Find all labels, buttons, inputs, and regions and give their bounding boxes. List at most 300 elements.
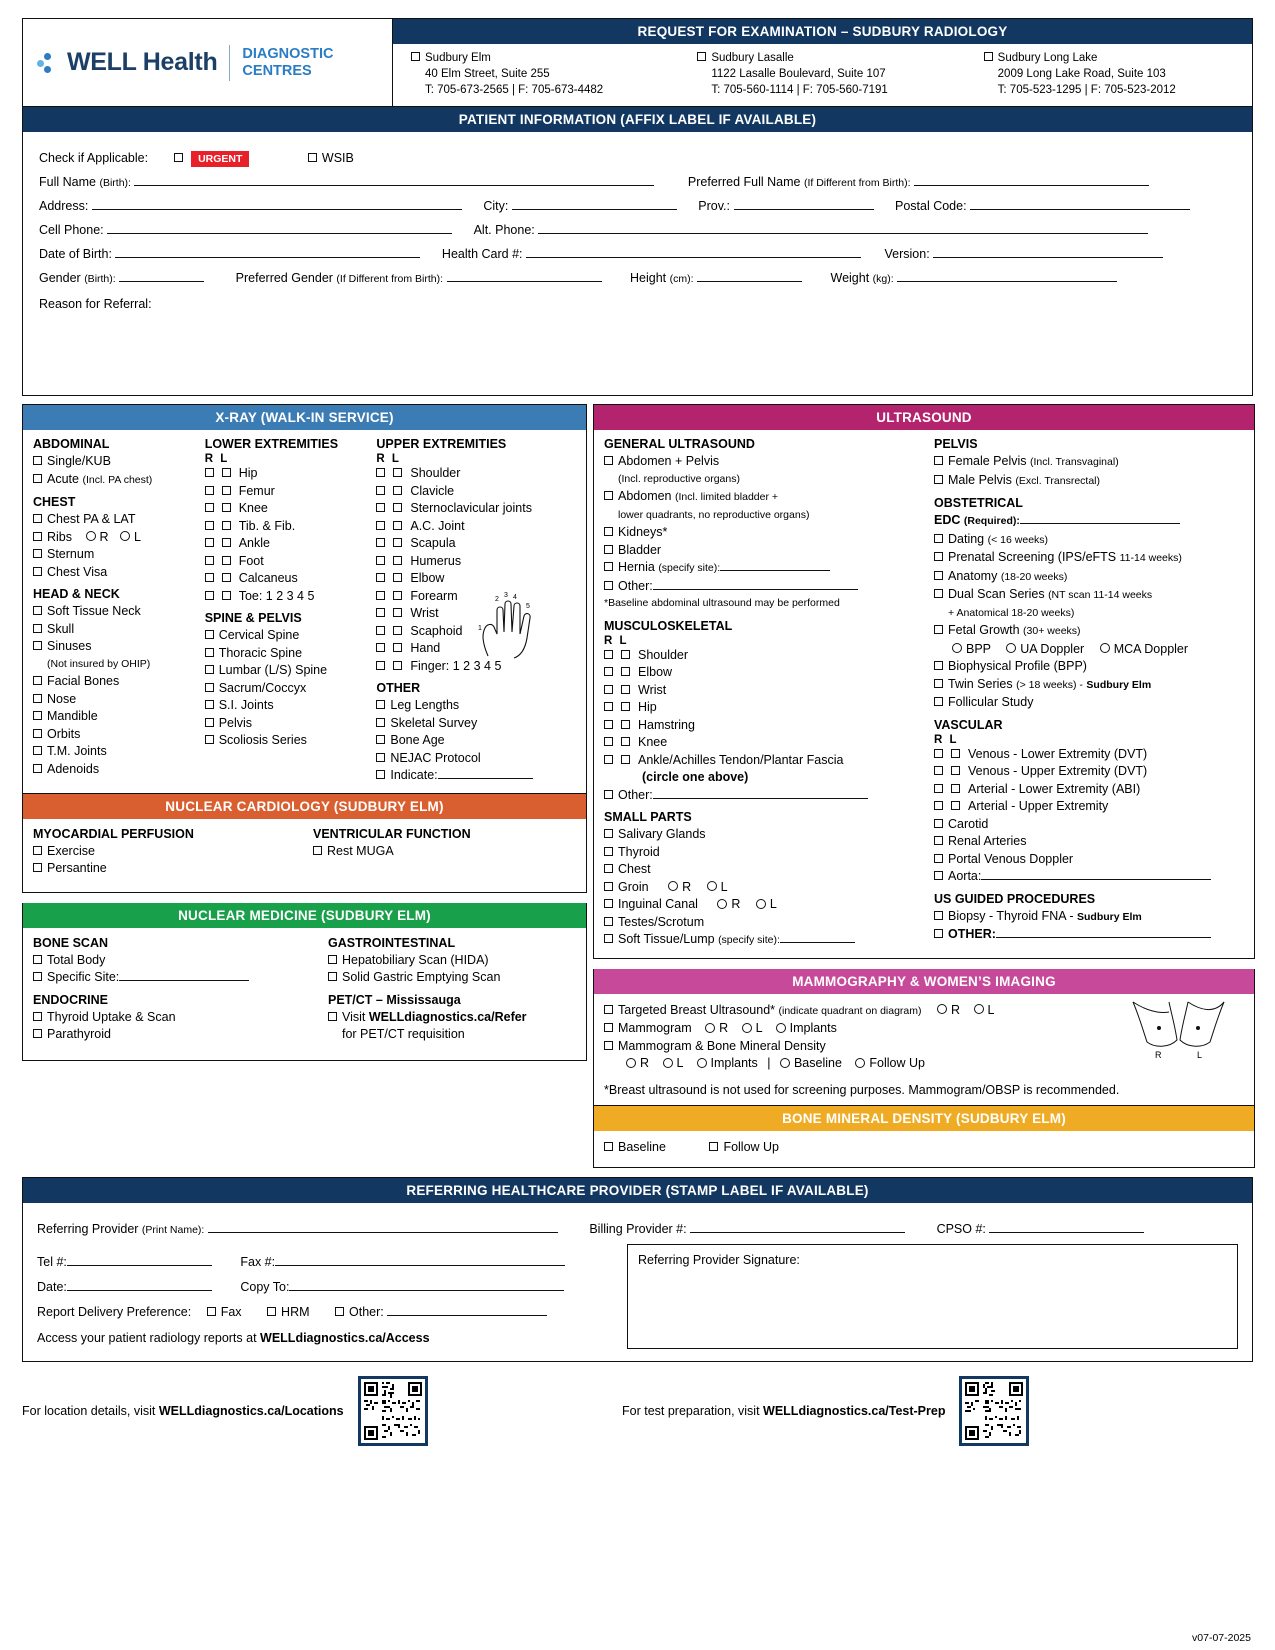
mammogram-radio-r[interactable]	[705, 1023, 715, 1033]
copy-to-input[interactable]	[289, 1279, 564, 1291]
reason-row: Reason for Referral:	[39, 297, 152, 311]
xray-item: Elbow	[376, 570, 570, 588]
location-item: Sudbury Long Lake 2009 Long Lake Road, Suite 103 T: 705-523-1295 | F: 705-523-2012	[966, 50, 1252, 98]
brand-name: WELL Health	[67, 48, 218, 76]
svg-text:R: R	[1155, 1049, 1162, 1060]
us-item: Testes/Scrotum	[604, 914, 924, 932]
us-checkbox-l[interactable]	[951, 801, 960, 810]
bmd-radio-r[interactable]	[626, 1058, 636, 1068]
ribs-radio-r[interactable]	[86, 531, 96, 541]
nm-checkbox[interactable]	[328, 1012, 337, 1021]
locations-qr-code[interactable]	[358, 1376, 428, 1446]
prov-input[interactable]	[734, 198, 874, 210]
location-item: Sudbury Lasalle 1122 Lasalle Boulevard, Suite 107 T: 705-560-1114 | F: 705-560-7191	[679, 50, 965, 98]
us-item: Ankle/Achilles Tendon/Plantar Fascia	[604, 752, 924, 770]
access-link[interactable]: WELLdiagnostics.ca/Access	[260, 1330, 430, 1345]
us-item: Biopsy - Thyroid FNA - Sudbury Elm	[934, 908, 1244, 927]
targeted-us-radio-r[interactable]	[937, 1004, 947, 1014]
xray-checkbox[interactable]	[376, 735, 385, 744]
xray-item: Leg Lengths	[376, 697, 570, 715]
aorta-input[interactable]	[981, 868, 1211, 880]
us-item: Elbow	[604, 664, 924, 682]
xray-checkbox-l[interactable]	[222, 521, 231, 530]
xray-checkbox[interactable]	[205, 630, 214, 639]
xray-item: Thoracic Spine	[205, 645, 371, 663]
mammo-item: Targeted Breast Ultrasound* (indicate quadrant on diagram) R L	[604, 1002, 1244, 1021]
us-item: Fetal Growth (30+ weeks)	[934, 622, 1244, 641]
applicable-row: Check if Applicable: URGENT WSIB	[39, 151, 354, 165]
us-item: Thyroid	[604, 844, 924, 862]
wsib-checkbox[interactable]	[308, 153, 317, 162]
urgent-checkbox[interactable]	[174, 153, 183, 162]
xray-checkbox-l[interactable]	[393, 573, 402, 582]
prep-footer-text: For test preparation, visit WELLdiagnostics.ca/Test-Prep	[622, 1403, 946, 1418]
bmd-radio-baseline[interactable]	[780, 1058, 790, 1068]
svg-text:5: 5	[526, 603, 530, 610]
provider-title: REFERRING HEALTHCARE PROVIDER (STAMP LABEL IF AVAILABLE)	[23, 1178, 1252, 1203]
us-other-input[interactable]	[996, 926, 1211, 938]
xray-checkbox[interactable]	[376, 718, 385, 727]
xray-checkbox[interactable]	[33, 456, 42, 465]
us-checkbox[interactable]	[604, 456, 613, 465]
xray-checkbox-l[interactable]	[393, 521, 402, 530]
xray-checkbox[interactable]	[376, 770, 385, 779]
us-item: Hamstring	[604, 717, 924, 735]
xray-checkbox-r[interactable]	[205, 538, 214, 547]
nm-item: Total Body	[33, 952, 328, 970]
us-checkbox[interactable]	[934, 819, 943, 828]
mammogram-radio-implants[interactable]	[776, 1023, 786, 1033]
us-checkbox[interactable]	[934, 661, 943, 670]
us-item: Inguinal Canal R L	[604, 896, 924, 914]
xray-checkbox[interactable]	[205, 718, 214, 727]
mammo-checkbox[interactable]	[604, 1005, 613, 1014]
xray-checkbox-r[interactable]	[205, 486, 214, 495]
xray-checkbox-r[interactable]	[205, 468, 214, 477]
date-copy-row: Date: Copy To:	[37, 1279, 617, 1294]
us-checkbox-l[interactable]	[621, 755, 630, 764]
us-checkbox[interactable]	[934, 552, 943, 561]
xray-item: Orbits	[33, 726, 199, 744]
us-checkbox[interactable]	[604, 491, 613, 500]
us-checkbox-l[interactable]	[621, 702, 630, 711]
xray-checkbox-l[interactable]	[393, 608, 402, 617]
height-input[interactable]	[697, 270, 802, 282]
delivery-checkbox-hrm[interactable]	[267, 1307, 276, 1316]
health-card-input[interactable]	[526, 246, 861, 258]
mammo-item: Mammogram R L Implants	[604, 1020, 1244, 1038]
xray-checkbox-r[interactable]	[205, 556, 214, 565]
version-input[interactable]	[933, 246, 1163, 258]
patient-section	[22, 107, 1253, 396]
us-checkbox-r[interactable]	[604, 755, 613, 764]
xray-checkbox-r[interactable]	[376, 626, 385, 635]
xray-checkbox[interactable]	[33, 549, 42, 558]
us-item: Hernia (specify site):	[604, 559, 924, 578]
svg-text:3: 3	[504, 592, 508, 599]
brand-logo	[23, 19, 393, 106]
xray-checkbox-l[interactable]	[222, 486, 231, 495]
us-checkbox-l[interactable]	[951, 784, 960, 793]
xray-checkbox[interactable]	[33, 474, 42, 483]
xray-col-abdominal: ABDOMINAL Single/KUB Acute (Incl. PA chest) CHEST Chest PA & LAT Ribs R L Sternum Chest Visa HEAD & NECK Soft Tissue Neck Skull Sinuses (Not insured by OHIP) Facial Bones Nose Mandible Orbits T.M. Joints Adenoids	[33, 437, 205, 785]
access-row: Access your patient radiology reports at WELLdiagnostics.ca/Access	[37, 1330, 430, 1345]
xray-item: Pelvis	[205, 715, 371, 733]
xray-checkbox-l[interactable]	[393, 556, 402, 565]
xray-checkbox[interactable]	[205, 735, 214, 744]
indicate-input[interactable]	[438, 767, 533, 779]
us-item: Arterial - Lower Extremity (ABI)	[934, 781, 1244, 799]
us-checkbox[interactable]	[934, 475, 943, 484]
us-checkbox[interactable]	[934, 534, 943, 543]
us-checkbox[interactable]	[934, 871, 943, 880]
xray-checkbox[interactable]	[33, 532, 42, 541]
xray-checkbox-l[interactable]	[393, 468, 402, 477]
date-input[interactable]	[67, 1279, 212, 1291]
xray-checkbox[interactable]	[205, 683, 214, 692]
us-checkbox[interactable]	[604, 934, 613, 943]
xray-checkbox-l[interactable]	[222, 468, 231, 477]
xray-checkbox-l[interactable]	[393, 661, 402, 670]
xray-checkbox-l[interactable]	[393, 503, 402, 512]
xray-checkbox-l[interactable]	[222, 591, 231, 600]
bmd-radio-implants[interactable]	[697, 1058, 707, 1068]
xray-item: Nose	[33, 691, 199, 709]
us-checkbox-l[interactable]	[951, 766, 960, 775]
urgent-badge: URGENT	[191, 151, 249, 167]
us-checkbox[interactable]	[604, 917, 613, 926]
xray-item: Scaphoid	[376, 623, 570, 641]
inguinal-radio-l[interactable]	[756, 899, 766, 909]
xray-checkbox[interactable]	[376, 753, 385, 762]
gender-input[interactable]	[119, 270, 204, 282]
signature-box[interactable]: Referring Provider Signature:	[627, 1244, 1238, 1349]
us-checkbox-r[interactable]	[604, 702, 613, 711]
xray-checkbox[interactable]	[33, 729, 42, 738]
xray-checkbox[interactable]	[33, 676, 42, 685]
nm-checkbox[interactable]	[328, 955, 337, 964]
ua-doppler-radio[interactable]	[1006, 643, 1016, 653]
location-checkbox-elm[interactable]	[411, 52, 420, 61]
us-checkbox-l[interactable]	[621, 720, 630, 729]
fax-input[interactable]	[275, 1254, 565, 1266]
targeted-us-radio-l[interactable]	[974, 1004, 984, 1014]
xray-checkbox-r[interactable]	[376, 643, 385, 652]
us-item: Chest	[604, 861, 924, 879]
us-item: Abdomen + Pelvis	[604, 453, 924, 471]
us-checkbox[interactable]	[604, 882, 613, 891]
xray-item: Clavicle	[376, 483, 570, 501]
xray-item: Cervical Spine	[205, 627, 371, 645]
xray-item: Soft Tissue Neck	[33, 603, 199, 621]
xray-item: Mandible	[33, 708, 199, 726]
hernia-site-input[interactable]	[720, 559, 830, 571]
xray-checkbox-r[interactable]	[376, 573, 385, 582]
xray-col-upper: UPPER EXTREMITIES R L Shoulder Clavicle Sternoclavicular joints A.C. Joint Scapula Humerus Elbow Forearm Wrist Scaphoid Hand Finger: 1 2 3 4 5 OTHER Leg Lengths Skeletal Survey Bone Age NEJAC Protocol Indicate:	[376, 437, 576, 785]
hand-diagram-icon	[466, 590, 556, 660]
xray-checkbox[interactable]	[33, 764, 42, 773]
mammo-checkbox[interactable]	[604, 1041, 613, 1050]
svg-text:4: 4	[513, 594, 517, 601]
delivery-other-input[interactable]	[387, 1304, 547, 1316]
us-checkbox[interactable]	[934, 625, 943, 634]
us-checkbox[interactable]	[604, 562, 613, 571]
xray-checkbox-r[interactable]	[376, 591, 385, 600]
us-checkbox[interactable]	[934, 589, 943, 598]
pet-link[interactable]: WELLdiagnostics.ca/Refer	[368, 1009, 527, 1024]
xray-checkbox-r[interactable]	[376, 503, 385, 512]
us-checkbox-r[interactable]	[934, 801, 943, 810]
weight-input[interactable]	[897, 270, 1117, 282]
gender-row: Gender (Birth): Preferred Gender (If Different from Birth): Height (cm): Weight (kg):	[39, 270, 1236, 285]
xray-item: Hand	[376, 640, 570, 658]
xray-checkbox-r[interactable]	[376, 538, 385, 547]
ultrasound-title: ULTRASOUND	[594, 405, 1254, 430]
xray-checkbox-r[interactable]	[376, 521, 385, 530]
bmd-item: Follow Up	[709, 1140, 779, 1154]
xray-checkbox[interactable]	[33, 694, 42, 703]
xray-item: T.M. Joints	[33, 743, 199, 761]
us-item: Other:	[604, 787, 924, 805]
us-checkbox[interactable]	[604, 847, 613, 856]
nm-checkbox[interactable]	[33, 955, 42, 964]
cell-phone-input[interactable]	[107, 222, 452, 234]
us-checkbox[interactable]	[604, 899, 613, 908]
us-checkbox[interactable]	[934, 571, 943, 580]
bmd-item: Baseline	[604, 1140, 666, 1154]
location-item: Sudbury Elm 40 Elm Street, Suite 255 T: 705-673-2565 | F: 705-673-4482	[393, 50, 679, 98]
provider-name-input[interactable]	[208, 1221, 558, 1233]
us-checkbox[interactable]	[604, 545, 613, 554]
us-item: Bladder	[604, 542, 924, 560]
locations-footer-text: For location details, visit WELLdiagnostics.ca/Locations	[22, 1403, 344, 1418]
nm-checkbox[interactable]	[33, 1029, 42, 1038]
postal-input[interactable]	[970, 198, 1190, 210]
us-checkbox-r[interactable]	[934, 784, 943, 793]
xray-item: Sinuses	[33, 638, 199, 656]
xray-checkbox-r[interactable]	[376, 486, 385, 495]
full-name-input[interactable]	[134, 174, 654, 186]
us-checkbox-l[interactable]	[621, 737, 630, 746]
xray-item: Shoulder	[376, 465, 570, 483]
footer	[22, 1376, 1253, 1446]
us-checkbox[interactable]	[934, 697, 943, 706]
xray-item: Chest Visa	[33, 564, 199, 582]
us-checkbox[interactable]	[934, 854, 943, 863]
nm-item: Specific Site:	[33, 969, 328, 987]
cpso-input[interactable]	[989, 1221, 1144, 1233]
us-item: Shoulder	[604, 647, 924, 665]
us-checkbox[interactable]	[604, 790, 613, 799]
dob-input[interactable]	[115, 246, 420, 258]
nm-item: Solid Gastric Emptying Scan	[328, 969, 527, 987]
us-checkbox[interactable]	[934, 836, 943, 845]
bmd-radio-l[interactable]	[663, 1058, 673, 1068]
nc-checkbox[interactable]	[33, 846, 42, 855]
us-checkbox-l[interactable]	[951, 749, 960, 758]
xray-item: Knee	[205, 500, 371, 518]
xray-checkbox-r[interactable]	[376, 608, 385, 617]
xray-checkbox-l[interactable]	[393, 643, 402, 652]
us-checkbox-l[interactable]	[621, 667, 630, 676]
xray-checkbox[interactable]	[205, 648, 214, 657]
us-checkbox-r[interactable]	[604, 667, 613, 676]
us-checkbox-l[interactable]	[621, 685, 630, 694]
xray-item-indicate: Indicate:	[376, 767, 570, 785]
us-checkbox-l[interactable]	[621, 650, 630, 659]
xray-item: Femur	[205, 483, 371, 501]
mammogram-radio-l[interactable]	[742, 1023, 752, 1033]
edc-input[interactable]	[1020, 512, 1180, 524]
us-item: Dating (< 16 weeks)	[934, 531, 1244, 550]
xray-item: Scapula	[376, 535, 570, 553]
alt-phone-input[interactable]	[538, 222, 1148, 234]
xray-checkbox-l[interactable]	[393, 538, 402, 547]
us-item: Abdomen (Incl. limited bladder +	[604, 488, 924, 507]
ultrasound-section: ULTRASOUND GENERAL ULTRASOUND Abdomen + Pelvis (Incl. reproductive organs) Abdomen (Incl. limited bladder + lower quadrants, no reproductive organs) Kidneys* Bladder Hernia (specify site): Other: *Baseline abdominal ultrasound may be performed MUSCULOSKELETAL R L Shoulder Elbow Wrist Hip Hamstring Knee Ankle/Achilles Tendon/Plantar Fascia (circle one above) Other: SMALL PARTS Salivary Glands Thyroid Chest Groin R L Inguinal Canal R L Testes/Scrotum Soft Tissue/Lump (specify site): PELVIS Female Pelvis (Incl. Transvaginal) Male Pelvis (Excl. Transrectal) OBSTETRICAL EDC (Required): Dating (< 16 weeks) Prenatal Screening (IPS/eFTS 11-14 weeks) Anatomy (18-20 weeks) Dual Scan Series (NT scan 11-14 weeks + Anatomical 18-20 weeks) Fetal Growth (30+ weeks) BPP UA Doppler MCA Doppler Biophysical Profile (BPP) Twin Series (> 18 weeks) - Sudbury Elm Follicular Study VASCULAR R L Venous - Lower Extremity (DVT) Venous - Upper Extremity (DVT) Arterial - Lower Extremity (ABI) Arterial - Upper Extremity Carotid Renal Arteries Portal Venous Doppler Aorta: US GUIDED PROCEDURES Biopsy - Thyroid FNA - Sudbury Elm OTHER:	[593, 404, 1255, 959]
us-checkbox-r[interactable]	[934, 749, 943, 758]
mammo-checkbox[interactable]	[604, 1023, 613, 1032]
xray-checkbox[interactable]	[33, 641, 42, 650]
us-checkbox[interactable]	[934, 929, 943, 938]
xray-checkbox-l[interactable]	[222, 573, 231, 582]
xray-item: Skull	[33, 621, 199, 639]
bmd-radio-followup[interactable]	[855, 1058, 865, 1068]
us-item: Soft Tissue/Lump (specify site):	[604, 931, 924, 950]
us-item: Wrist	[604, 682, 924, 700]
bpp-radio[interactable]	[952, 643, 962, 653]
xray-checkbox-l[interactable]	[393, 486, 402, 495]
xray-item: NEJAC Protocol	[376, 750, 570, 768]
address-input[interactable]	[92, 198, 462, 210]
xray-checkbox-r[interactable]	[205, 503, 214, 512]
us-checkbox[interactable]	[604, 527, 613, 536]
nm-checkbox[interactable]	[33, 1012, 42, 1021]
us-checkbox[interactable]	[934, 911, 943, 920]
bmd-checkbox-followup[interactable]	[709, 1142, 718, 1151]
xray-checkbox-l[interactable]	[393, 591, 402, 600]
us-checkbox-r[interactable]	[604, 720, 613, 729]
xray-item: Lumbar (L/S) Spine	[205, 662, 371, 680]
xray-checkbox[interactable]	[205, 700, 214, 709]
us-item: OTHER:	[934, 926, 1244, 944]
xray-checkbox-l[interactable]	[393, 626, 402, 635]
locations-link[interactable]: WELLdiagnostics.ca/Locations	[158, 1403, 344, 1418]
form-title: REQUEST FOR EXAMINATION – SUDBURY RADIOLOGY	[393, 19, 1252, 44]
groin-radio-r[interactable]	[668, 881, 678, 891]
xray-title: X-RAY (WALK-IN SERVICE)	[23, 405, 586, 430]
specific-site-input[interactable]	[119, 969, 249, 981]
bmd-checkbox-baseline[interactable]	[604, 1142, 613, 1151]
us-checkbox[interactable]	[604, 864, 613, 873]
delivery-checkbox-other[interactable]	[335, 1307, 344, 1316]
us-item: Kidneys*	[604, 524, 924, 542]
xray-checkbox[interactable]	[33, 746, 42, 755]
bmd-section	[593, 1106, 1255, 1168]
xray-section	[22, 404, 587, 794]
xray-checkbox[interactable]	[33, 606, 42, 615]
us-checkbox-r[interactable]	[934, 766, 943, 775]
xray-item: Sacrum/Coccyx	[205, 680, 371, 698]
nm-checkbox[interactable]	[33, 972, 42, 981]
general-other-input[interactable]	[653, 578, 858, 590]
xray-checkbox[interactable]	[33, 514, 42, 523]
inguinal-radio-r[interactable]	[717, 899, 727, 909]
billing-provider-input[interactable]	[690, 1221, 905, 1233]
groin-radio-l[interactable]	[707, 881, 717, 891]
city-input[interactable]	[512, 198, 677, 210]
xray-checkbox[interactable]	[33, 624, 42, 633]
nm-checkbox[interactable]	[328, 972, 337, 981]
xray-checkbox-r[interactable]	[205, 573, 214, 582]
us-checkbox-r[interactable]	[604, 737, 613, 746]
preferred-gender-input[interactable]	[447, 270, 602, 282]
nuclear-medicine-title: NUCLEAR MEDICINE (SUDBURY ELM)	[23, 903, 586, 928]
xray-checkbox-r[interactable]	[205, 591, 214, 600]
xray-item: Bone Age	[376, 732, 570, 750]
us-item: Anatomy (18-20 weeks)	[934, 568, 1244, 587]
test-prep-qr-code[interactable]	[959, 1376, 1029, 1446]
nc-checkbox[interactable]	[33, 863, 42, 872]
nc-checkbox[interactable]	[313, 846, 322, 855]
xray-checkbox-r[interactable]	[376, 661, 385, 670]
mca-doppler-radio[interactable]	[1100, 643, 1110, 653]
msk-other-input[interactable]	[653, 787, 868, 799]
us-item: Knee	[604, 734, 924, 752]
version-label: v07-07-2025	[1192, 1632, 1251, 1644]
prep-link[interactable]: WELLdiagnostics.ca/Test-Prep	[763, 1403, 946, 1418]
us-item: Salivary Glands	[604, 826, 924, 844]
us-checkbox[interactable]	[934, 456, 943, 465]
xray-checkbox[interactable]	[33, 567, 42, 576]
xray-checkbox[interactable]	[33, 711, 42, 720]
us-checkbox[interactable]	[934, 679, 943, 688]
preferred-name-input[interactable]	[914, 174, 1149, 186]
xray-checkbox-l[interactable]	[222, 556, 231, 565]
ribs-radio-l[interactable]	[120, 531, 130, 541]
xray-checkbox-l[interactable]	[222, 503, 231, 512]
breast-diagram-icon	[1125, 998, 1240, 1060]
delivery-checkbox-fax[interactable]	[207, 1307, 216, 1316]
well-health-logo-icon	[37, 52, 59, 74]
form-header	[22, 18, 1253, 107]
location-checkbox-longlake[interactable]	[984, 52, 993, 61]
xray-checkbox-r[interactable]	[376, 556, 385, 565]
xray-checkbox-l[interactable]	[222, 538, 231, 547]
xray-checkbox-r[interactable]	[376, 468, 385, 477]
us-item: Arterial - Upper Extremity	[934, 798, 1244, 816]
us-item: Groin R L	[604, 879, 924, 897]
xray-checkbox[interactable]	[376, 700, 385, 709]
us-checkbox[interactable]	[604, 581, 613, 590]
xray-checkbox[interactable]	[205, 665, 214, 674]
xray-item: Wrist	[376, 605, 570, 623]
xray-item: Tib. & Fib.	[205, 518, 371, 536]
location-checkbox-lasalle[interactable]	[697, 52, 706, 61]
xray-checkbox-r[interactable]	[205, 521, 214, 530]
us-checkbox-r[interactable]	[604, 650, 613, 659]
soft-tissue-site-input[interactable]	[780, 931, 855, 943]
mammography-title: MAMMOGRAPHY & WOMEN’S IMAGING	[594, 969, 1254, 994]
us-checkbox[interactable]	[604, 829, 613, 838]
xray-item-finger: Finger: 1 2 3 4 5	[376, 658, 570, 676]
provider-name-row: Referring Provider (Print Name): Billing Provider #: CPSO #:	[37, 1221, 1238, 1236]
tel-input[interactable]	[67, 1254, 212, 1266]
xray-item: Scoliosis Series	[205, 732, 371, 750]
us-checkbox-r[interactable]	[604, 685, 613, 694]
us-item: Venous - Lower Extremity (DVT)	[934, 746, 1244, 764]
xray-item: Acute (Incl. PA chest)	[33, 471, 199, 490]
